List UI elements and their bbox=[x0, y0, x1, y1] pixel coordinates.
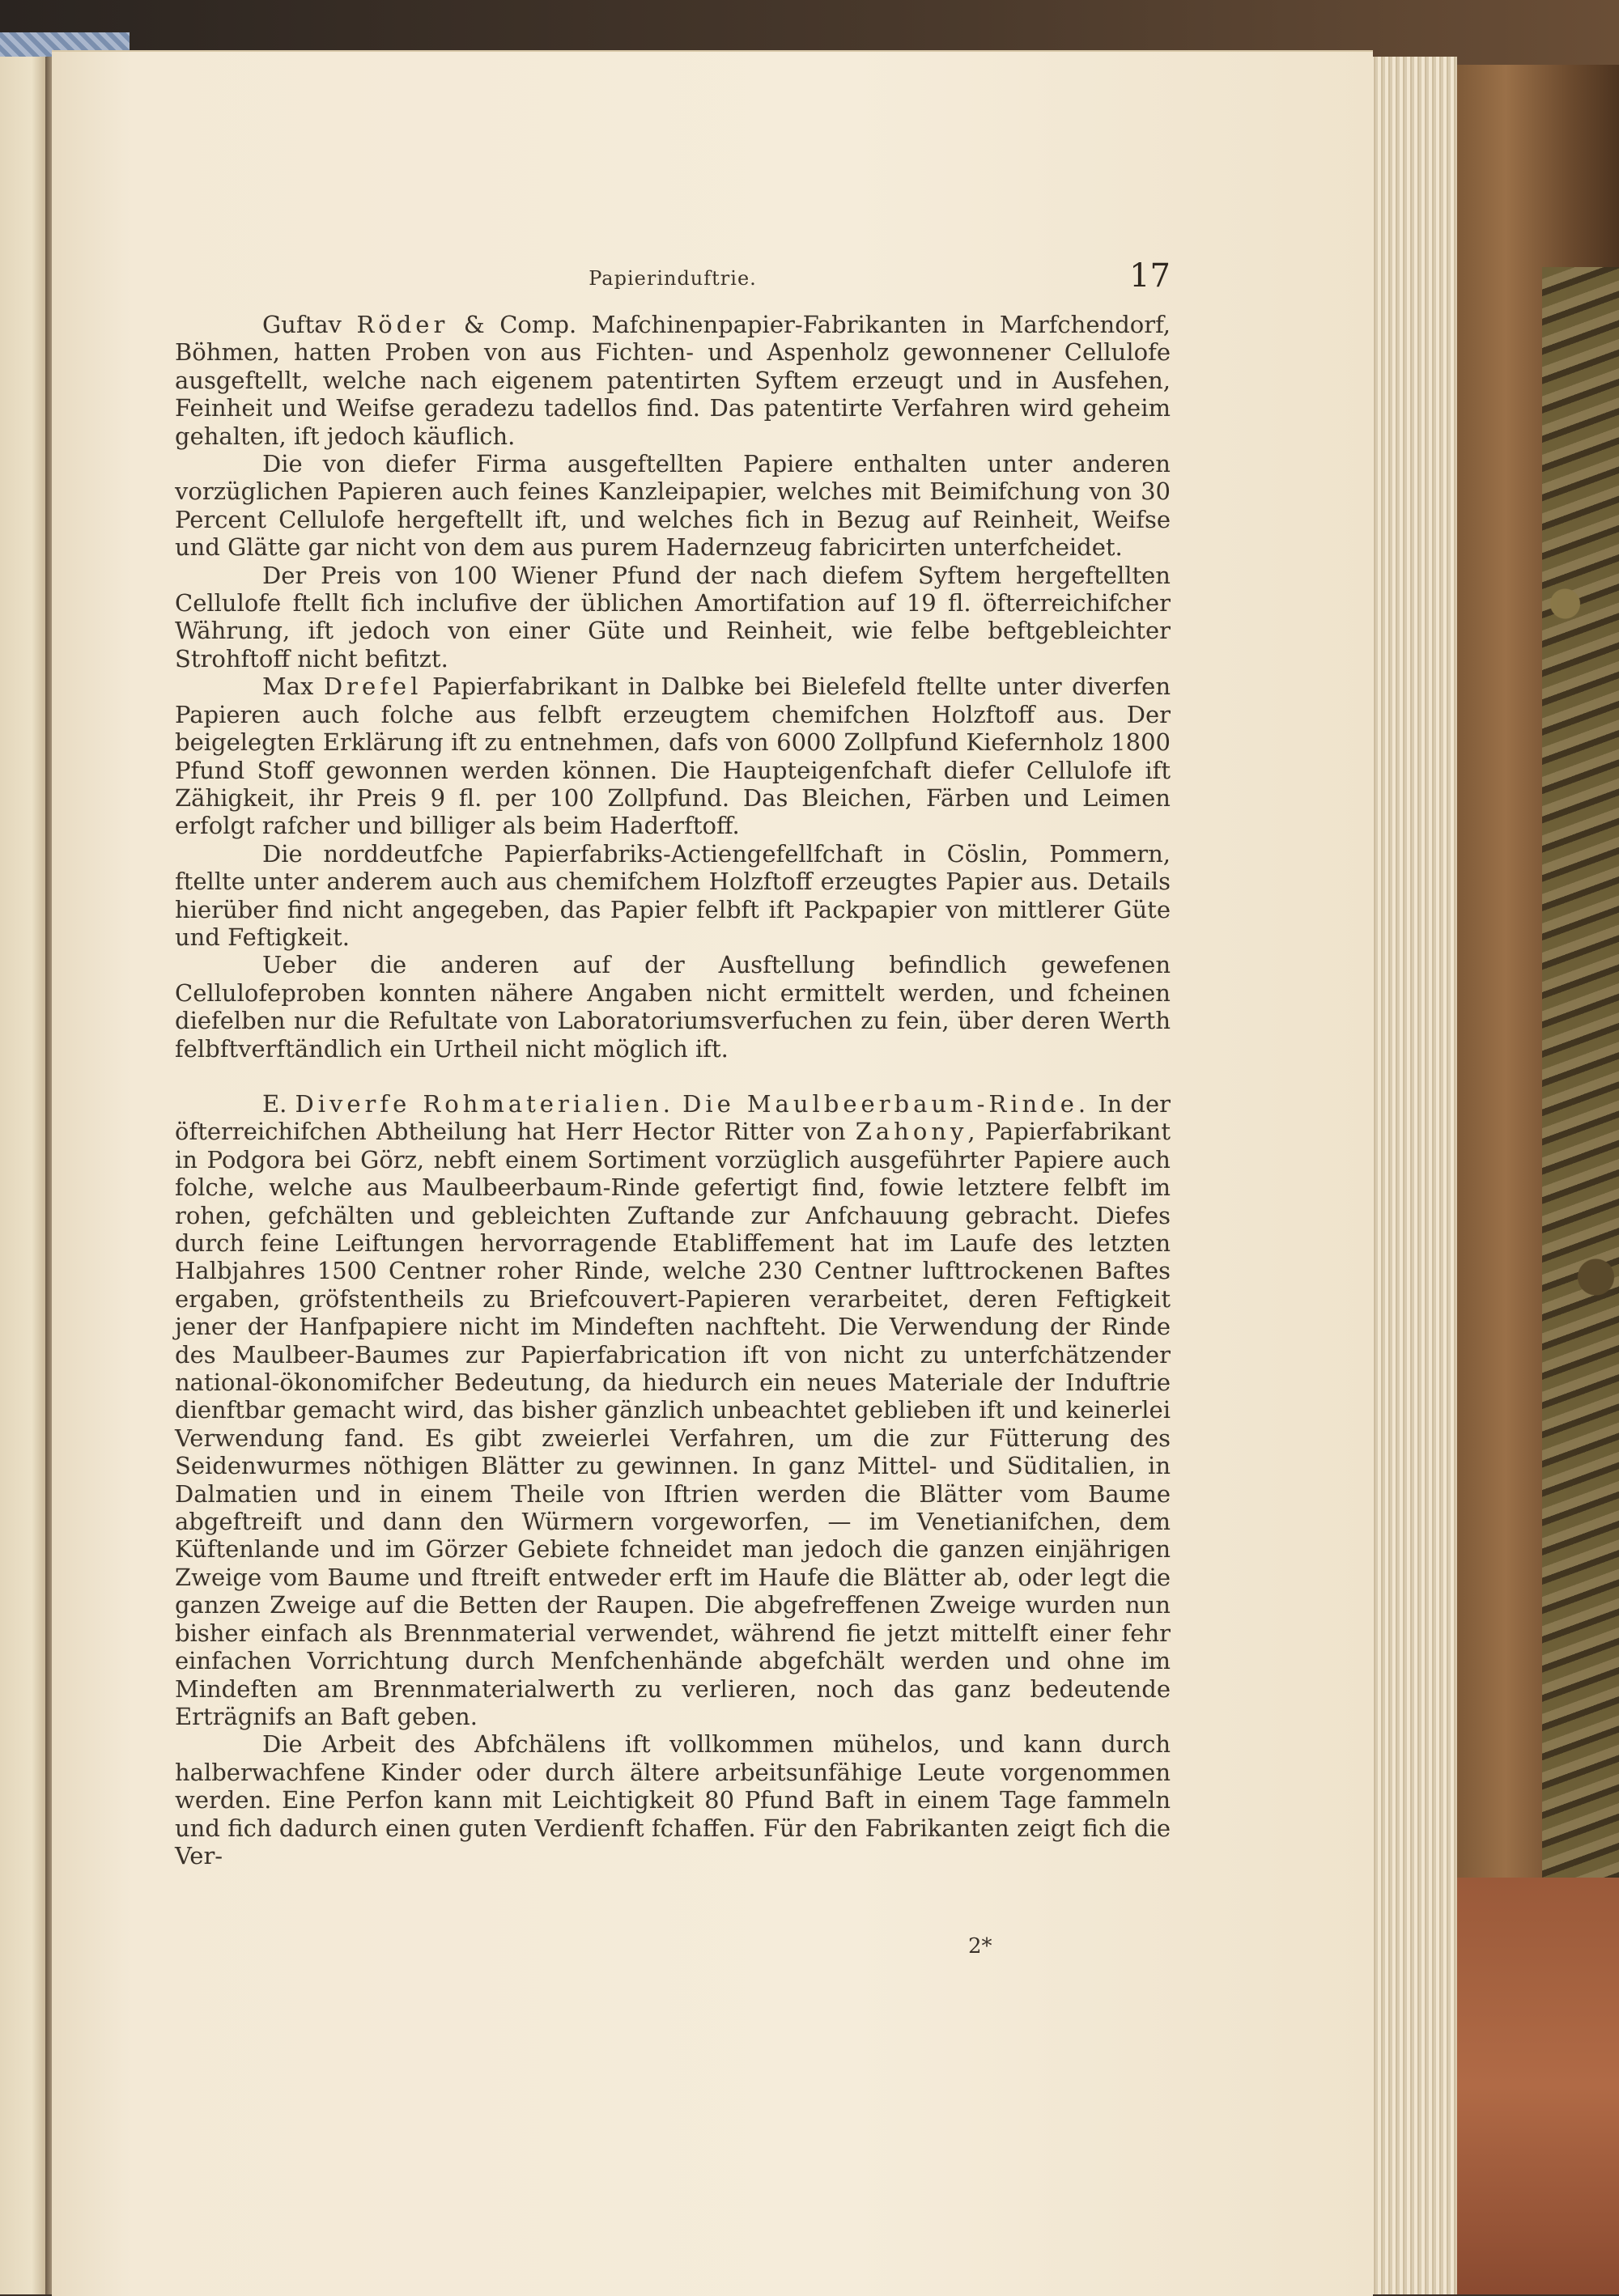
text-run: & Comp. Mafchinenpapier-Fabrikanten in Marfchendorf, Böhmen, hatten Proben von aus Fichten- und Aspenholz gewonnener Cellulofe ausgeftellt, welche nach eigenem patentirten Syftem erzeugt und in Ausfehen, Feinheit und Weifse geradezu tadellos find. Das patentirte Verfahren wird geheim gehalten, ift jedoch käuflich. bbox=[175, 311, 1171, 450]
page-number: 17 bbox=[1129, 257, 1171, 295]
text-run: Guftav bbox=[262, 311, 357, 338]
signature-mark: 2* bbox=[968, 1934, 992, 1959]
paragraph-dresel bbox=[175, 673, 1171, 839]
leather-corner bbox=[1457, 1878, 1619, 2294]
text-run: Papierfabrikant in Dalbke bei Bielefeld ftellte unter diverfen Papieren auch folche aus felbft erzeugtem chemifchen Holzftoff aus. Der beigelegten Erklärung ift zu entnehmen, dafs von 6000 Zollpfund Kiefernholz 1800 Pfund Stoff gewonnen werden können. Die Haupteigenfchaft diefer Cellulofe ift Zähigkeit, ihr Preis 9 fl. per 100 Zollpfund. Das Bleichen, Färben und Leimen erfolgt rafcher und billiger als beim Haderftoff. bbox=[175, 673, 1171, 840]
paragraph-other-samples bbox=[175, 951, 1171, 1063]
page-header bbox=[175, 257, 1171, 306]
text-run: , Papierfabrikant in Podgora bei Görz, nebft einem Sortiment vorzüglich ausgeführter Papiere auch folche, welche aus Maulbeerbaum-Rinde gefertigt find, fowie letztere felbft im rohen, gefchälten und gebleichten Zuftande zur Anfchauung gebracht. Diefes durch feine Leiftungen hervorragende Etabliffement hat im Laufe des letzten Halbjahres 1500 Centner roher Rinde, welche 230 Centner lufttrockenen Baftes ergaben, gröfstentheils zu Briefcouvert-Papieren verarbeitet, deren Feftigkeit jener der Hanfpapiere nicht im Mindeften nachfteht. Die Verwendung der Rinde des Maulbeer-Baumes zur Papierfabrication ift von nicht zu unterfchätzender national-ökonomifcher Bedeutung, da hiedurch ein neues Materiale der Induftrie dienftbar gemacht wird, das bisher gänzlich unbeachtet geblieben ift und keinerlei Verwendung fand. Es gibt zweierlei Verfahren, um die zur Fütterung des Seidenwurmes nöthigen Blätter zu gewinnen. In ganz Mittel- und Süditalien, in Dalmatien und in einem Theile von Iftrien werden die Blätter vom Baume abgeftreift und dann den Würmern vorgeworfen, — im Venetianifchen, dem Küftenlande und im Görzer Gebiete fchneidet man jedoch die ganzen einjährigen Zweige vom Baume und ftreift entweder erft im Haufe die Blätter ab, oder legt die ganzen Zweige auf die Betten der Raupen. Die abgefreffenen Zweige wurden nun bisher einfach als Brennmaterial verwendet, während fie jetzt mittelft einer fehr einfachen Vorrichtung durch Menfchenhände abgefchält werden und ohne im Mindeften am Brennmaterialwerth zu verlieren, noch das ganz bedeutende Erträgnifs an Baft geben. bbox=[175, 1118, 1171, 1730]
paragraph-firm-papers bbox=[175, 450, 1171, 562]
spaced-name: Röder bbox=[356, 311, 449, 338]
spaced-name: Drefel bbox=[323, 673, 423, 701]
paragraph-price bbox=[175, 562, 1171, 673]
paragraph-peeling bbox=[175, 1730, 1171, 1869]
text-run bbox=[674, 1090, 682, 1118]
text-run: Der Preis von 100 Wiener Pfund der nach diefem Syftem hergeftellten Cellulofe ftellt fich inclufive der üblichen Amortifation auf 19 fl. öfterreichifcher Währung, ift jedoch von einer Güte und Reinheit, wie felbe beftgebleichter Strohftoff nicht befitzt. bbox=[175, 561, 1171, 673]
paragraph-section-e bbox=[175, 1090, 1171, 1730]
text-run: Max bbox=[262, 673, 324, 701]
text-run: Die Arbeit des Abfchälens ift vollkommen mühelos, und kann durch halberwachfene Kinder oder durch ältere arbeitsunfähige Leute vorgenommen werden. Eine Perfon kann mit Leichtigkeit 80 Pfund Baft in einem Tage fammeln und fich dadurch einen guten Verdienft fchaffen. Für den Fabrikanten zeigt fich die Ver- bbox=[175, 1730, 1171, 1869]
facing-page-edge bbox=[0, 57, 45, 2294]
spaced-name: Diverfe Rohmaterialien. bbox=[295, 1089, 674, 1118]
text-run: Die von diefer Firma ausgeftellten Papiere enthalten unter anderen vorzüglichen Papieren auch feines Kanzleipapier, welches mit Beimifchung von 30 Percent Cellulofe hergeftellt ift, und welches fich in Bezug auf Reinheit, Weifse und Glätte gar nicht von dem aus purem Hadernzeug fabricirten unterfcheidet. bbox=[175, 450, 1171, 562]
marbled-cover-paper bbox=[1542, 267, 1619, 1950]
paragraph-roeder bbox=[175, 311, 1171, 450]
spaced-name: Zahony bbox=[855, 1118, 968, 1146]
text-run: E. bbox=[262, 1089, 295, 1118]
text-run: Ueber die anderen auf der Ausftellung befindlich gewefenen Cellulofeproben konnten nähere Angaben nicht ermittelt werden, und fcheinen diefelben nur die Refultate von Laboratoriumsverfuchen zu fein, über deren Werth felbftverftändlich ein Urtheil nicht möglich ift. bbox=[175, 951, 1171, 1063]
paragraph-coeslin bbox=[175, 840, 1171, 952]
text-run: Die norddeutfche Papierfabriks-Actiengefellfchaft in Cöslin, Pommern, ftellte unter anderem auch aus chemifchem Holzftoff erzeugtes Papier aus. Details hierüber find nicht angegeben, das Papier felbft ift Packpapier von mittlerer Güte und Feftigkeit. bbox=[175, 839, 1171, 951]
body-text bbox=[175, 311, 1171, 1869]
running-head: Papierinduftrie. bbox=[589, 267, 757, 290]
page-block-edges bbox=[1368, 57, 1457, 2294]
spaced-name: Die Maulbeerbaum-Rinde. bbox=[682, 1089, 1090, 1118]
text-run: In der öfterreichifchen Abtheilung hat Herr Hector Ritter von bbox=[175, 1089, 1171, 1146]
